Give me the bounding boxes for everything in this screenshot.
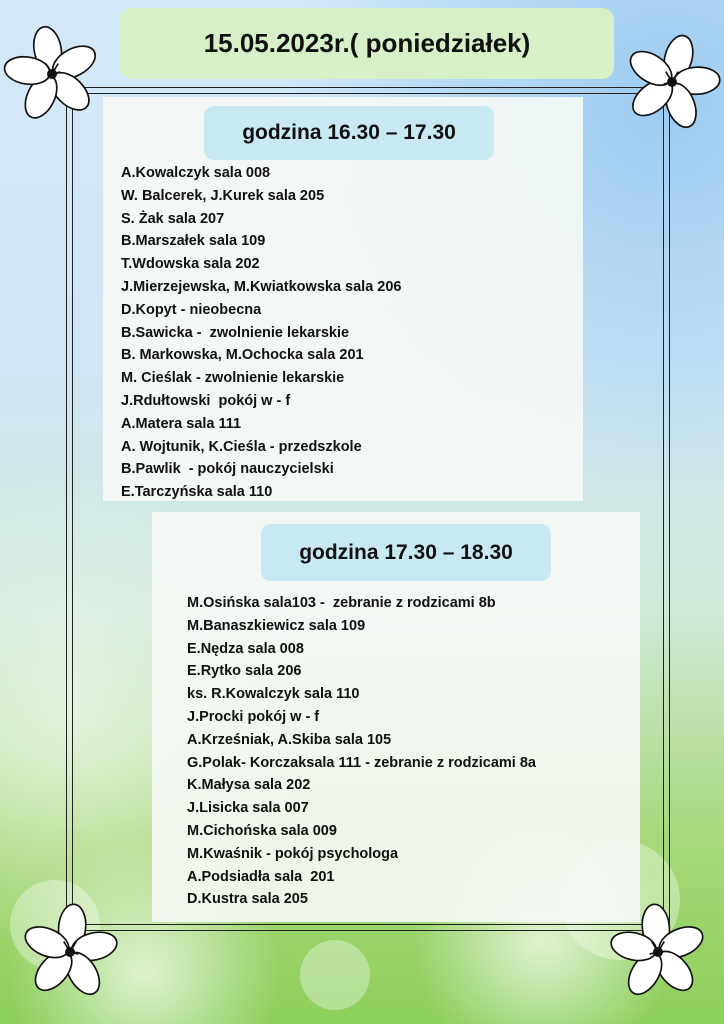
- list-item: M.Banaszkiewicz sala 109: [187, 617, 366, 634]
- list-item: E.Nędza sala 008: [187, 640, 304, 657]
- list-item: D.Kopyt - nieobecna: [121, 301, 262, 318]
- list-item: G.Polak- Korczaksala 111 - zebranie z rodzicami 8a: [187, 754, 536, 771]
- list-item: J.Procki pokój w - f: [187, 708, 320, 725]
- list-item: J.Rdułtowski pokój w - f: [121, 392, 291, 409]
- list-item: M. Cieślak - zwolnienie lekarskie: [121, 370, 345, 387]
- list-item: M.Osińska sala103 - zebranie z rodzicami 8b: [187, 595, 496, 611]
- list-item: M.Cichońska sala 009: [187, 822, 337, 839]
- list-item: ks. R.Kowalczyk sala 110: [187, 686, 360, 703]
- list-item: A.Kowalczyk sala 008: [121, 165, 271, 181]
- list-item: B.Pawlik - pokój nauczycielski: [121, 461, 334, 478]
- section-header-second: godzina 17.30 – 18.30: [261, 524, 551, 581]
- list-item: S. Żak sala 207: [121, 210, 225, 227]
- list-item: B. Markowska, M.Ochocka sala 201: [121, 347, 364, 364]
- list-item: K.Małysa sala 202: [187, 777, 311, 794]
- list-item: D.Kustra sala 205: [187, 891, 308, 908]
- list-item: E.Tarczyńska sala 110: [121, 484, 273, 501]
- list-item: A.Matera sala 111: [121, 415, 242, 432]
- list-item: B.Marszałek sala 109: [121, 233, 266, 250]
- list-item: J.Mierzejewska, M.Kwiatkowska sala 206: [121, 278, 402, 295]
- list-item: B.Sawicka - zwolnienie lekarskie: [121, 324, 350, 341]
- flower-icon: [0, 22, 104, 126]
- list-item: E.Rytko sala 206: [187, 663, 302, 680]
- list-item: A.Krześniak, A.Skiba sala 105: [187, 731, 392, 748]
- section-header-first: godzina 16.30 – 17.30: [204, 106, 494, 160]
- list-item: M.Kwaśnik - pokój psychologa: [187, 845, 399, 862]
- flower-icon: [620, 30, 724, 134]
- list-item: A. Wojtunik, K.Cieśla - przedszkole: [121, 438, 362, 455]
- page-title: 15.05.2023r.( poniedziałek): [203, 28, 531, 58]
- flower-icon: [606, 900, 710, 1004]
- list-item: J.Lisicka sala 007: [187, 800, 309, 817]
- list-item: A.Podsiadła sala 201: [187, 868, 335, 885]
- list-item: W. Balcerek, J.Kurek sala 205: [121, 187, 325, 204]
- bokeh-light: [300, 940, 370, 1010]
- entry-list-first: [121, 162, 401, 504]
- entry-list-second: [187, 592, 536, 911]
- list-item: T.Wdowska sala 202: [121, 256, 260, 273]
- title-banner: [120, 8, 614, 79]
- flower-icon: [18, 900, 122, 1004]
